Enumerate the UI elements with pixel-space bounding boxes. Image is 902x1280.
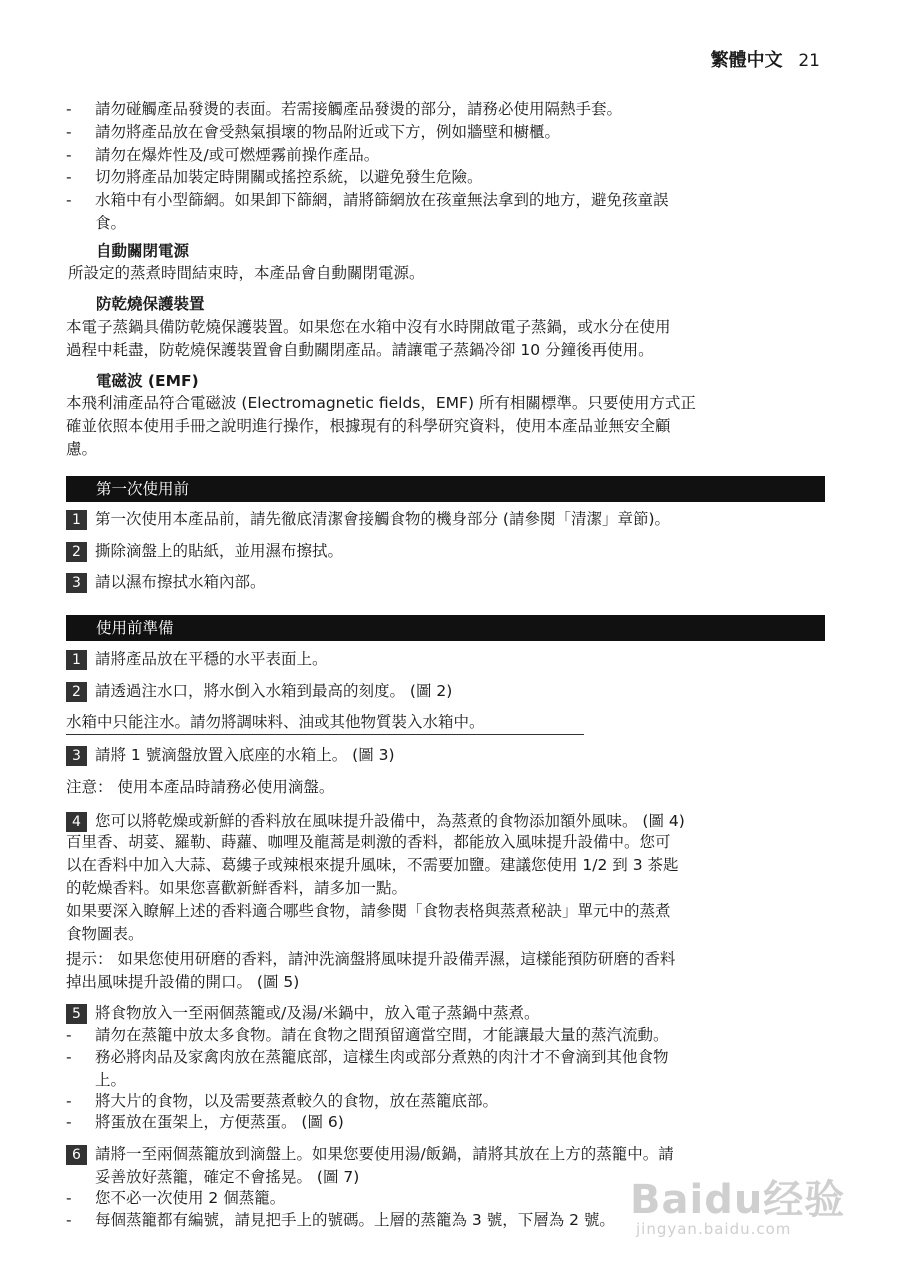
list-item: - 水箱中有小型篩網。如果卸下篩網，請將篩網放在孩童無法拿到的地方，避免孩童誤 食。 <box>66 191 669 232</box>
auto-off-text: 所設定的蒸煮時間結束時，本產品會自動關閉電源。 <box>68 264 425 282</box>
bullet-dash: - <box>66 1026 72 1044</box>
water-warning: 水箱中只能注水。請勿將調味料、油或其他物質裝入水箱中。 <box>66 711 584 735</box>
baidu-watermark <box>630 1168 850 1254</box>
watermark-url: jingyan.baidu.com <box>636 1220 792 1238</box>
bullet-dash: - <box>66 1113 72 1131</box>
section-header-prepare: 使用前準備 <box>66 615 825 641</box>
step4-body: 百里香、胡荽、羅勒、蒔蘿、咖哩及龍蒿是刺激的香料，都能放入風味提升設備中。您可 以在香料中加入大蒜、葛縷子或辣根來提升風味，不需要加鹽。建議您使用 1/2 到 3 茶匙 的乾燥香料。如果您喜歡新鮮香料，請多加一點。 如果要深入瞭解上述的香料適合哪些食物，請參閱「食物表格與蒸煮秘訣」單元中的蒸煮 食物圖表。 <box>66 833 679 943</box>
dry-boil-text: 本電子蒸鍋具備防乾燒保護裝置。如果您在水箱中沒有水時開啟電子蒸鍋，或水分在使用 過程中耗盡，防乾燒保護裝置會自動關閉產品。請讓電子蒸鍋冷卻 10 分鐘後再使用。 <box>66 318 671 359</box>
list-item: - 每個蒸籠都有編號，請見把手上的號碼。上層的蒸籠為 3 號，下層為 2 號。 <box>0 1209 902 1232</box>
bullet-dash: - <box>66 1092 72 1110</box>
step-number: 3 <box>66 573 87 593</box>
list-item: - 請勿將產品放在會受熱氣損壞的物品附近或下方，例如牆壁和櫥櫃。 <box>0 121 902 144</box>
step-number: 4 <box>66 812 87 832</box>
bullet-dash: - <box>66 123 72 141</box>
page-number: 21 <box>798 51 820 71</box>
bullet-dash: - <box>66 100 72 118</box>
step-number: 5 <box>66 1004 87 1024</box>
list-item: - 將蛋放在蛋架上，方便蒸蛋。 (圖 6) <box>0 1111 902 1134</box>
bullet-dash: - <box>66 1048 72 1066</box>
list-item: - 您不必一次使用 2 個蒸籠。 <box>0 1187 902 1210</box>
step-item: 1 請將產品放在平穩的水平表面上。 <box>0 648 902 672</box>
step-item: 3 請將 1 號滴盤放置入底座的水箱上。 (圖 3) <box>0 744 902 768</box>
step-item: 3 請以濕布擦拭水箱內部。 <box>0 571 902 595</box>
bullet-dash: - <box>66 1211 72 1229</box>
step-number: 3 <box>66 746 87 766</box>
step-number: 2 <box>66 542 87 562</box>
page-header <box>711 46 820 72</box>
list-item: - 請勿碰觸產品發燙的表面。若需接觸產品發燙的部分，請務必使用隔熱手套。 <box>0 98 902 121</box>
auto-off-heading: 自動關閉電源 <box>96 242 190 260</box>
emf-text: 本飛利浦產品符合電磁波 (Electromagnetic fields，EMF) 所有相關標準。只要使用方式正 確並依照本使用手冊之說明進行操作，根據現有的科學研究資料，使用本產品並無安全顧 慮。 <box>66 394 696 458</box>
section-header-first-use: 第一次使用前 <box>66 476 825 502</box>
list-item: - 請勿在爆炸性及/或可燃煙霧前操作產品。 <box>0 144 902 167</box>
language-title: 繁體中文 <box>710 50 783 71</box>
step-item: 4 您可以將乾燥或新鮮的香料放在風味提升設備中，為蒸煮的食物添加額外風味。 (圖 4) <box>0 810 902 834</box>
step-item: 2 撕除滴盤上的貼紙，並用濕布擦拭。 <box>0 540 902 564</box>
list-item: - 務必將肉品及家禽肉放在蒸籠底部，這樣生肉或部分煮熟的肉汁才不會滴到其他食物 上。 <box>66 1048 669 1089</box>
watermark-logo: Baidu经验 <box>630 1177 846 1223</box>
bullet-dash: - <box>66 191 72 209</box>
step-item: 1 第一次使用本產品前，請先徹底清潔會接觸食物的機身部分 (請參閱「清潔」章節)。 <box>0 508 902 532</box>
note-text: 注意： 使用本產品時請務必使用滴盤。 <box>66 778 335 796</box>
list-item: - 將大片的食物，以及需要蒸煮較久的食物，放在蒸籠底部。 <box>0 1090 902 1113</box>
list-item: - 請勿在蒸籠中放太多食物。請在食物之間預留適當空間，才能讓最大量的蒸汽流動。 <box>0 1024 902 1047</box>
emf-heading: 電磁波 (EMF) <box>96 372 199 390</box>
bullet-dash: - <box>66 146 72 164</box>
step-number: 6 <box>66 1145 87 1165</box>
step-item: 5 將食物放入一至兩個蒸籠或/及湯/米鍋中，放入電子蒸鍋中蒸煮。 <box>0 1002 902 1026</box>
step-number: 2 <box>66 682 87 702</box>
bullet-dash: - <box>66 1189 72 1207</box>
step-item: 2 請透過注水口，將水倒入水箱到最高的刻度。 (圖 2) <box>0 680 902 704</box>
bullet-dash: - <box>66 168 72 186</box>
list-item: - 切勿將產品加裝定時開關或搖控系統，以避免發生危險。 <box>0 166 902 189</box>
tip-text: 提示： 如果您使用研磨的香料，請沖洗滴盤將風味提升設備弄濕，這樣能預防研磨的香料 掉出風味提升設備的開口。 (圖 5) <box>66 950 676 991</box>
dry-boil-heading: 防乾燒保護裝置 <box>96 295 205 313</box>
step-item: 6 請將一至兩個蒸籠放到滴盤上。如果您要使用湯/飯鍋，請將其放在上方的蒸籠中。請 妥善放好蒸籠，確定不會搖晃。 (圖 7) <box>0 1143 902 1189</box>
step-number: 1 <box>66 510 87 530</box>
step-number: 1 <box>66 650 87 670</box>
